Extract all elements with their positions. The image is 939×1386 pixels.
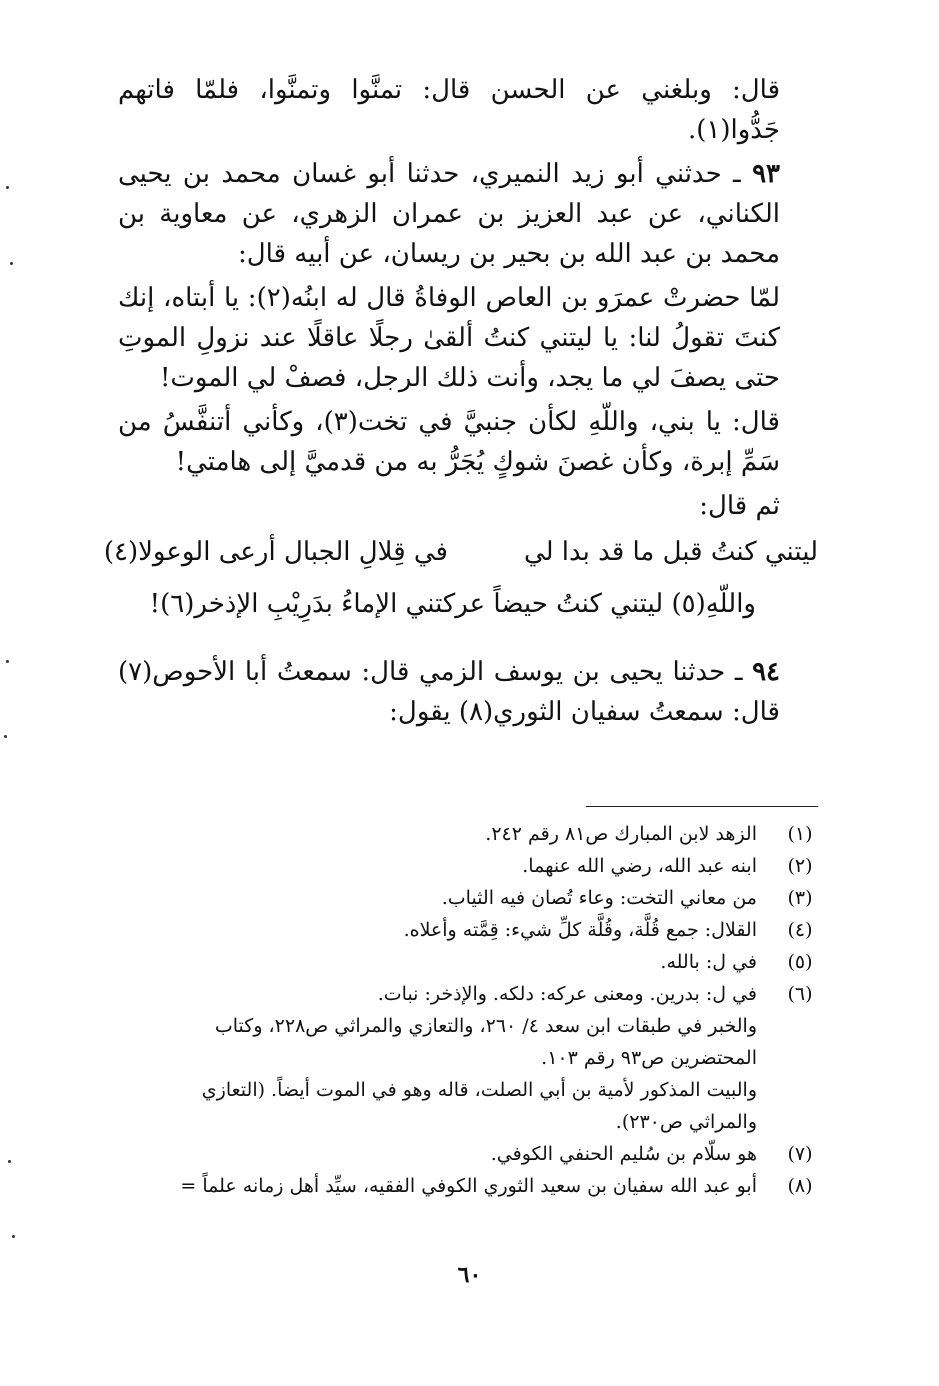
footnote-text: والبيت المذكور لأمية بن أبي الصلت، قاله وهو في الموت أيضاً. (التعازي والمراثي ص٢٣٠).	[201, 1079, 757, 1133]
footnote-7	[128, 1138, 820, 1170]
footnote-number: (٦)	[787, 983, 813, 1005]
footnote-number: (٢)	[787, 855, 813, 877]
footnote-text: في ل: بالله.	[660, 951, 757, 973]
footnote-8	[128, 1170, 820, 1202]
scan-speck	[6, 660, 9, 663]
paragraph-hasan: قال: وبلغني عن الحسن قال: تمنَّوا وتمنَّوا، فلمّا فاتهم جَدُّوا(١).	[118, 75, 780, 145]
hadith-number-94: ٩٤	[752, 657, 780, 687]
poem-hemistich-2: في قِلالِ الجبال أرعى الوعولا(٤)	[103, 537, 448, 567]
scan-speck	[4, 735, 7, 738]
scan-speck	[8, 1160, 11, 1163]
footnote-number: (٨)	[787, 1175, 813, 1197]
paragraph-then-said: ثم قال:	[699, 491, 780, 521]
footnote-text: هو سلّام بن سُليم الحنفي الكوفي.	[490, 1143, 757, 1165]
poem-verse	[103, 532, 818, 652]
scan-speck	[10, 262, 13, 265]
page-number: ٦٠	[457, 1262, 482, 1288]
footnote-4	[128, 914, 820, 946]
paragraph-amr-reply: قال: يا بني، واللّهِ لكأن جنبيَّ في تخت(٣)، وكأني أتنفَّسُ من سَمِّ إبرة، وكأن غصنَ شوكٍ يُجَرُّ به من قدميَّ إلى هامتي!	[118, 407, 780, 477]
footnote-number: (٣)	[787, 887, 813, 909]
scan-speck	[12, 1235, 15, 1238]
isnad-93: ـ حدثني أبو زيد النميري، حدثنا أبو غسان محمد بن يحيى الكناني، عن عبد العزيز بن عمران الزهري، عن معاوية بن محمد بن عبد الله بن بحير بن ريسان، عن أبيه قال:	[118, 159, 780, 269]
footnote-text: الزهد لابن المبارك ص٨١ رقم ٢٤٢.	[485, 823, 757, 845]
hadith-number-93: ٩٣	[752, 159, 780, 189]
footnote-text: والخبر في طبقات ابن سعد ٤/ ٢٦٠، والتعازي والمراثي ص٢٢٨، وكتاب المحتضرين ص٩٣ رقم ١٠٣.	[214, 1015, 757, 1069]
footnote-text: ابنه عبد الله، رضي الله عنهما.	[522, 855, 757, 877]
footnote-5	[128, 946, 820, 978]
scan-speck	[6, 186, 9, 189]
poem-line-2: واللّهِ(٥) ليتني كنتُ حيضاً عركتني الإماءُ بدَرِيْبِ الإذخر(٦)!	[149, 589, 756, 619]
footnote-number: (٧)	[787, 1143, 813, 1165]
main-text	[103, 70, 818, 736]
footnote-text: في ل: بدرين. ومعنى عركه: دلكه. والإذخر: نبات.	[377, 983, 757, 1005]
poem-hemistich-1: ليتني كنتُ قبل ما قد بدا لي	[523, 537, 818, 567]
paragraph-94	[118, 652, 818, 732]
paragraph-amr-death: لمّا حضرتْ عمرَو بن العاص الوفاةُ قال له ابنُه(٢): يا أبتاه، إنك كنتَ تقولُ لنا: يا ليتني كنتُ ألقىٰ رجلًا عاقلًا عند نزولِ الموتِ حتى يصفَ لي ما يجد، وأنت ذلك الرجل، فصفْ لي الموت!	[118, 283, 780, 393]
footnote-number: (٤)	[787, 919, 813, 941]
footnote-separator	[586, 806, 818, 807]
footnotes	[128, 818, 820, 1202]
footnote-text: القلال: جمع قُلَّة، وقُلَّة كلِّ شيء: قِمَّته وأعلاه.	[403, 919, 757, 941]
paragraph-93	[118, 154, 818, 274]
footnote-text: أبو عبد الله سفيان بن سعيد الثوري الكوفي الفقيه، سيِّد أهل زمانه علماً =	[180, 1175, 757, 1197]
footnote-text: من معاني التخت: وعاء تُصان فيه الثياب.	[441, 887, 757, 909]
isnad-94: ـ حدثنا يحيى بن يوسف الزمي قال: سمعتُ أبا الأحوص(٧) قال: سمعتُ سفيان الثوري(٨) يقول:	[118, 657, 780, 727]
footnote-3	[128, 882, 820, 914]
footnote-6	[128, 978, 820, 1138]
footnote-number: (٥)	[787, 951, 813, 973]
footnote-1	[128, 818, 820, 850]
footnote-number: (١)	[787, 823, 813, 845]
footnote-2	[128, 850, 820, 882]
